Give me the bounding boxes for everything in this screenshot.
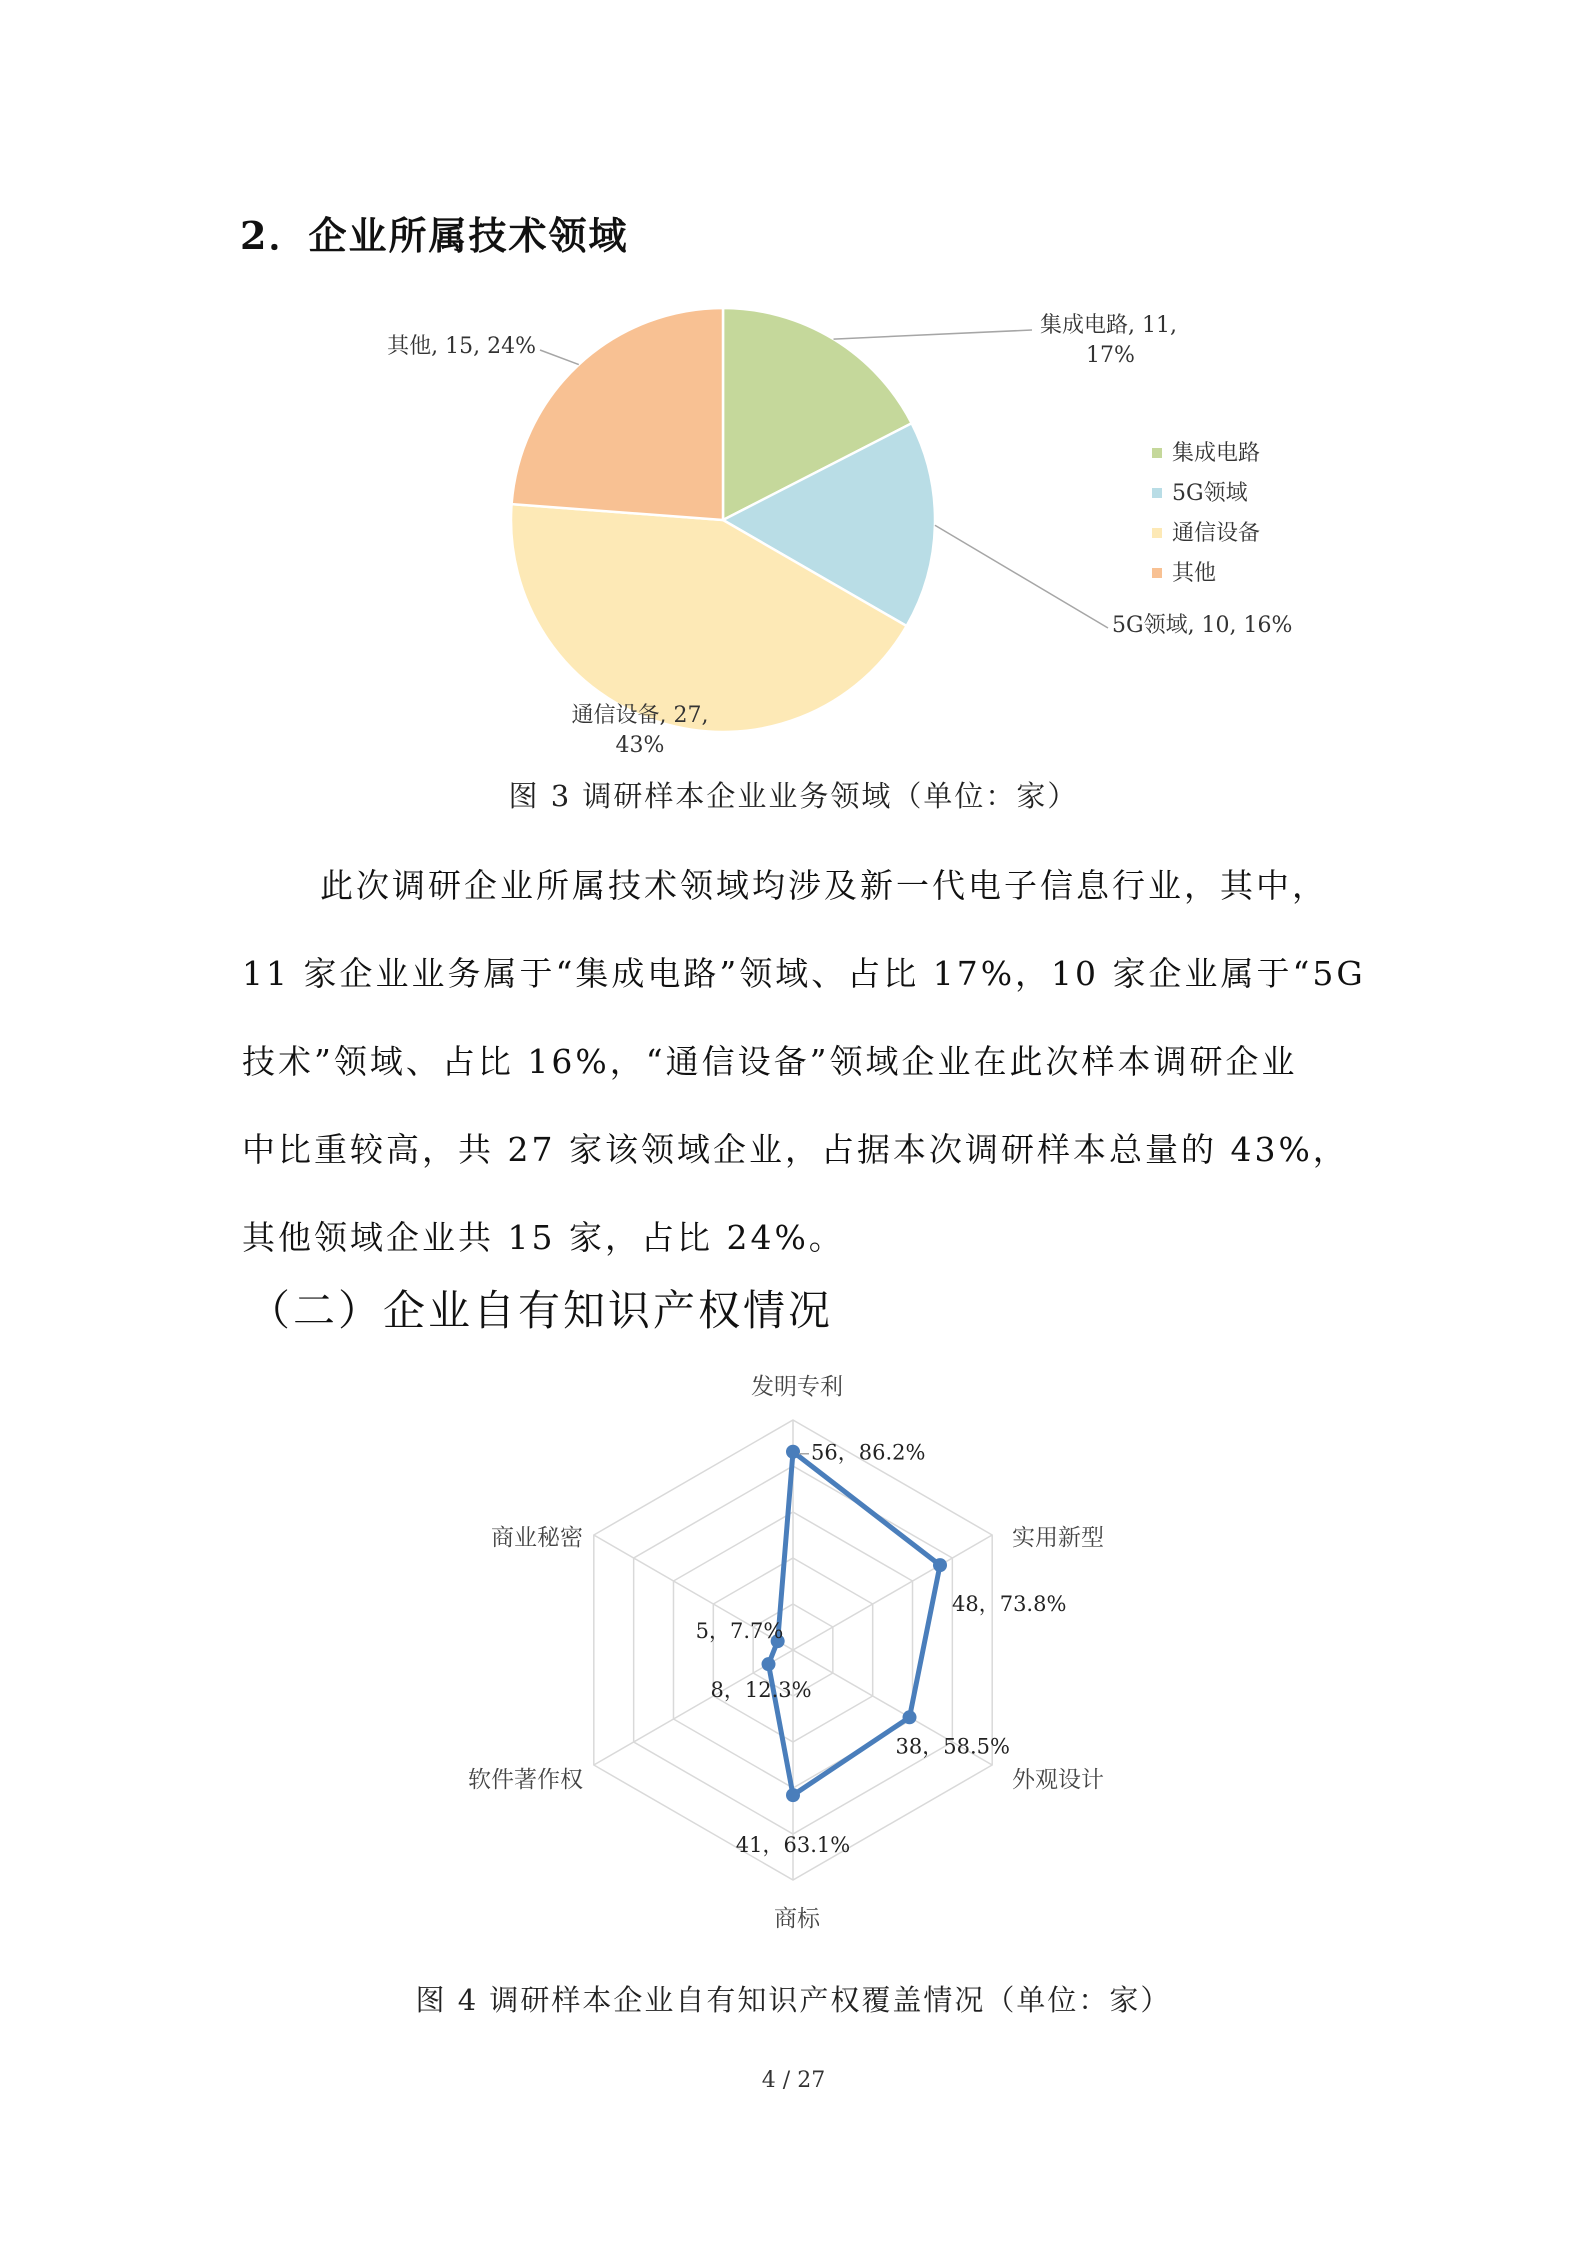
paragraph-line: 中比重较高，共 27 家该领域企业，占据本次调研样本总量的 43%，: [242, 1130, 1349, 1169]
radar-point: [933, 1558, 947, 1572]
pie-leader-line: [935, 525, 1108, 628]
radar-axis-label: 商标: [774, 1906, 820, 1932]
radar-value-label: 41，63.1%: [735, 1833, 851, 1858]
pie-data-label: 5G领域, 10, 16%: [1112, 613, 1293, 638]
legend-swatch: [1152, 568, 1162, 578]
pie-chart: [0, 270, 1587, 770]
legend-label: 5G领域: [1172, 481, 1248, 506]
radar-value-label: 48，73.8%: [951, 1592, 1067, 1617]
paragraph-line: 技术”领域、占比 16%，“通信设备”领域企业在此次样本调研企业: [242, 1042, 1298, 1081]
body-paragraph: [242, 842, 1366, 1282]
pie-data-label: 通信设备, 27,: [571, 703, 709, 728]
legend-label: 集成电路: [1172, 441, 1261, 466]
radar-value-label: 56，86.2%: [811, 1440, 926, 1465]
legend-swatch: [1152, 448, 1162, 458]
radar-axis-label: 外观设计: [1012, 1767, 1104, 1793]
radar-axis-label: 实用新型: [1012, 1525, 1104, 1551]
radar-axis-label: 商业秘密: [491, 1525, 583, 1551]
pie-data-label: 其他, 15, 24%: [387, 334, 536, 359]
page-number: 4 / 27: [761, 2068, 826, 2093]
radar-chart: [0, 1360, 1587, 1960]
pie-data-label: 集成电路, 11,: [1040, 313, 1177, 338]
legend-label: 其他: [1172, 561, 1217, 586]
radar-point: [762, 1657, 776, 1671]
pie-data-label: 17%: [1086, 343, 1135, 368]
radar-point: [903, 1710, 917, 1724]
radar-point: [786, 1788, 800, 1802]
pie-leader-line: [540, 350, 579, 365]
legend-label: 通信设备: [1172, 521, 1261, 546]
pie-slice: [512, 308, 723, 520]
section-heading: 2．企业所属技术领域: [240, 213, 629, 258]
figure3-caption: 图 3 调研样本企业业务领域（单位：家）: [508, 779, 1079, 813]
paragraph-line: 11 家企业业务属于“集成电路”领域、占比 17%，10 家企业属于“5G: [242, 954, 1366, 993]
radar-value-label: 8，12.3%: [710, 1678, 812, 1703]
figure4-caption: 图 4 调研样本企业自有知识产权覆盖情况（单位：家）: [415, 1983, 1172, 2017]
section-subheading: （二）企业自有知识产权情况: [248, 1286, 834, 1335]
radar-value-label: 5，7.7%: [695, 1619, 784, 1644]
paragraph-line: 此次调研企业所属技术领域均涉及新一代电子信息行业，其中，: [320, 866, 1328, 905]
pie-leader-line: [834, 330, 1032, 339]
radar-value-label: 38，58.5%: [895, 1734, 1010, 1759]
paragraph-line: 其他领域企业共 15 家，占比 24%。: [242, 1218, 845, 1257]
radar-axis-label: 发明专利: [751, 1374, 843, 1400]
radar-point: [786, 1445, 800, 1459]
pie-data-label: 43%: [615, 733, 665, 758]
legend-swatch: [1152, 488, 1162, 498]
radar-axis-label: 软件著作权: [468, 1767, 583, 1793]
legend-swatch: [1152, 528, 1162, 538]
